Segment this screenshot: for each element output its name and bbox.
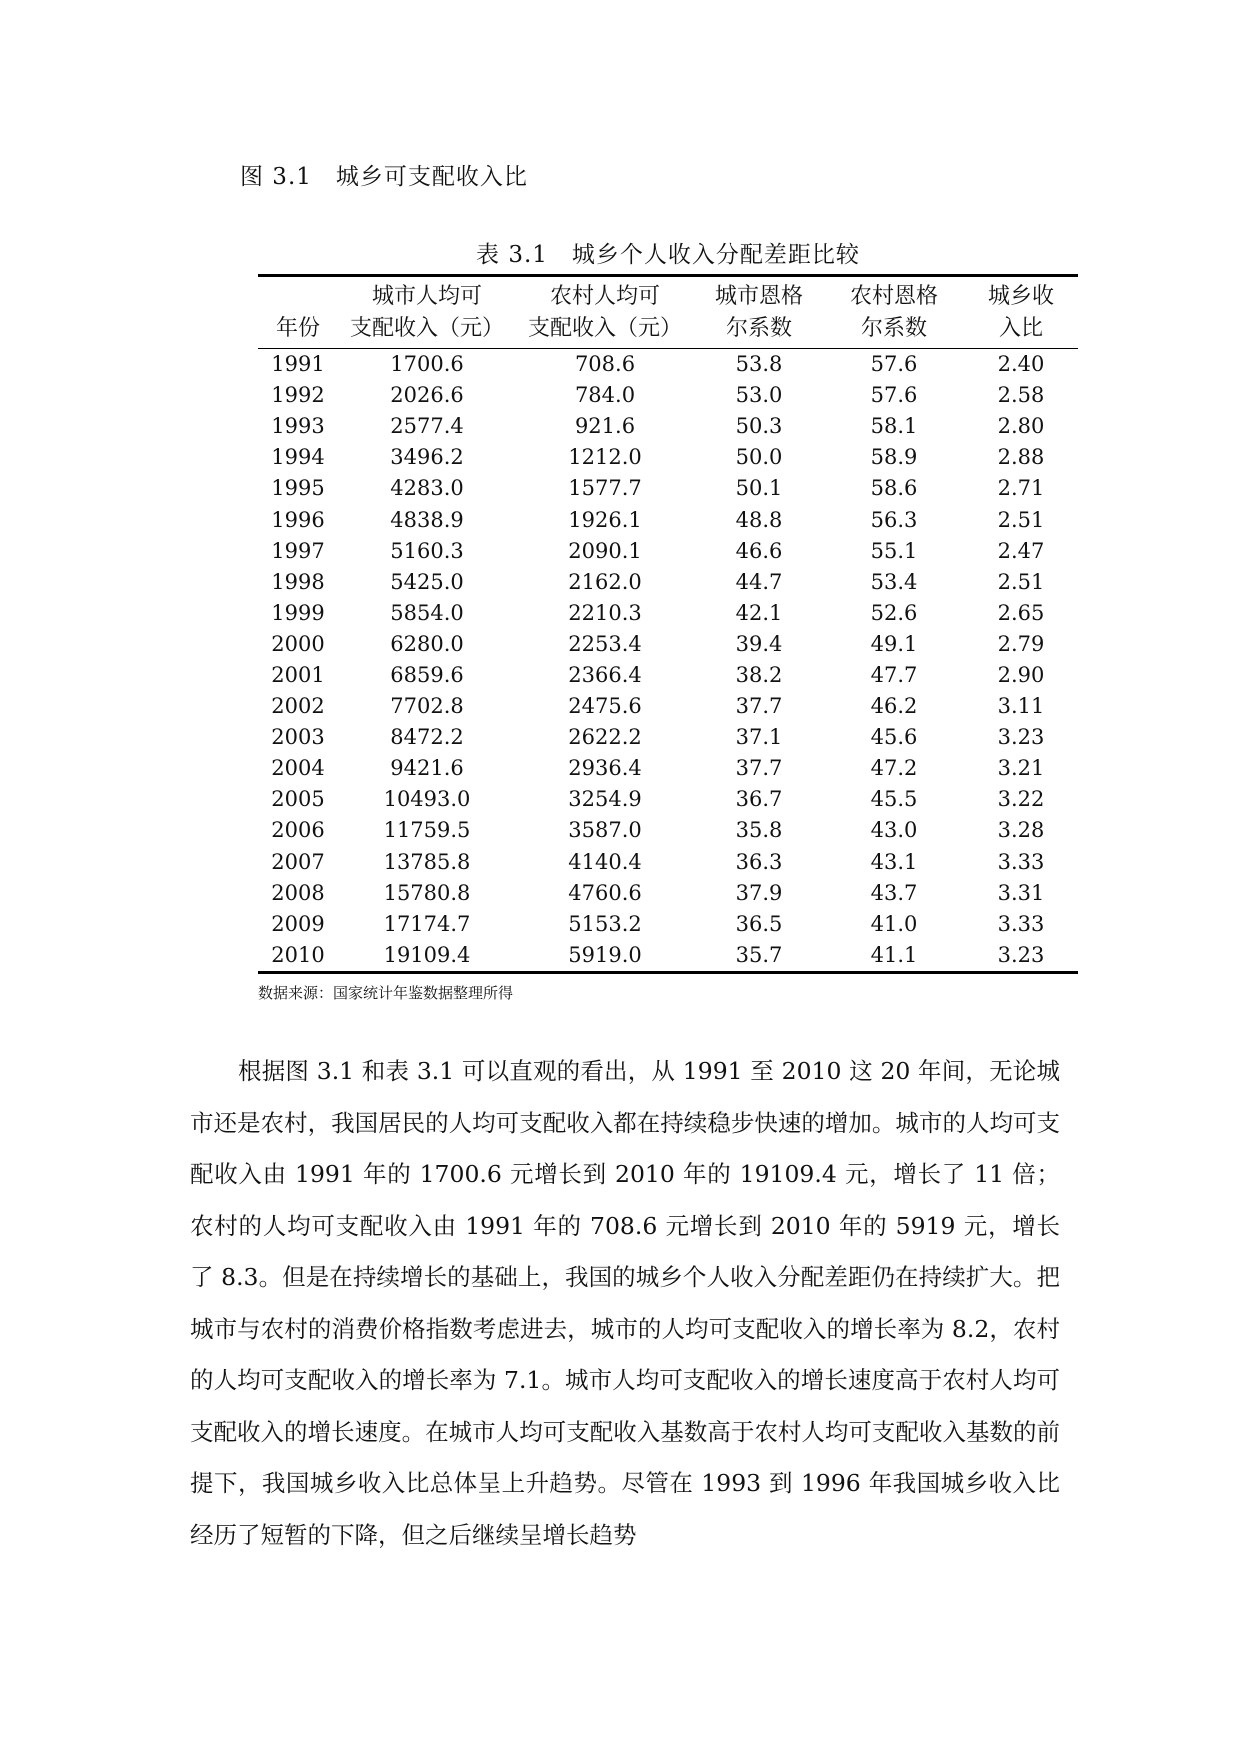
table-row [258,536,1078,567]
cell-year: 1992 [271,383,325,408]
cell-rural-income: 4140.4 [568,849,642,874]
cell-income-ratio: 3.28 [997,818,1045,843]
header-line-2: 尔系数 [725,316,792,341]
cell-urban-income: 5854.0 [390,600,464,625]
cell-urban-income: 15780.8 [383,880,471,905]
cell-income-ratio: 3.31 [997,880,1045,905]
cell-year: 2005 [271,787,325,812]
cell-urban-income: 19109.4 [383,942,471,967]
rural-engel-header [824,276,964,349]
cell-income-ratio: 2.51 [997,569,1045,594]
cell-rural-income: 1926.1 [568,507,642,532]
cell-income-ratio: 3.21 [997,756,1045,781]
table-row [258,784,1078,815]
cell-year: 1993 [271,414,325,439]
cell-rural-engel: 55.1 [870,538,918,563]
cell-income-ratio: 3.11 [997,694,1045,719]
cell-urban-income: 17174.7 [383,911,471,936]
cell-year: 2008 [271,880,325,905]
cell-income-ratio: 3.23 [997,942,1045,967]
cell-rural-income: 2090.1 [568,538,642,563]
cell-income-ratio: 2.47 [997,538,1045,563]
cell-urban-engel: 42.1 [735,600,783,625]
cell-urban-income: 11759.5 [383,818,471,843]
cell-urban-income: 2026.6 [390,383,464,408]
cell-urban-engel: 37.7 [735,694,783,719]
table-row [258,847,1078,878]
cell-income-ratio: 2.51 [997,507,1045,532]
cell-income-ratio: 3.33 [997,911,1045,936]
header-line-2: 支配收入（元） [527,316,682,341]
table-row [258,442,1078,473]
cell-urban-engel: 35.7 [735,942,783,967]
cell-rural-income: 2475.6 [568,694,642,719]
cell-urban-engel: 36.7 [735,787,783,812]
cell-rural-engel: 43.0 [870,818,918,843]
cell-rural-income: 4760.6 [568,880,642,905]
rural-income-header [516,276,694,349]
cell-urban-engel: 37.7 [735,756,783,781]
cell-urban-engel: 37.9 [735,880,783,905]
table-row [258,909,1078,940]
cell-urban-engel: 50.1 [735,476,783,501]
cell-rural-income: 1212.0 [568,445,642,470]
cell-urban-engel: 53.0 [735,383,783,408]
cell-year: 1995 [271,476,325,501]
year-header [258,276,338,349]
table-row [258,815,1078,846]
cell-urban-income: 8472.2 [390,725,464,750]
cell-year: 2007 [271,849,325,874]
table-row [258,722,1078,753]
cell-rural-engel: 58.1 [870,414,918,439]
table-body [258,349,1078,973]
table-row [258,691,1078,722]
cell-rural-engel: 52.6 [870,600,918,625]
body-paragraph: 根据图 3.1 和表 3.1 可以直观的看出，从 1991 至 2010 这 20 年间，无论城市还是农村，我国居民的人均可支配收入都在持续稳步快速的增加。城市的人均可支配收入由 1991 年的 1700.6 元增长到 2010 年的 19109.4 元，增长了 11 倍；农村的人均可支配收入由 1991 年的 708.6 元增长到 2010 年的 5919 元，增长了 8.3。但是在持续增长的基础上，我国的城乡个人收入分配差距仍在持续扩大。把城市与农村的消费价格指数考虑进去，城市的人均可支配收入的增长率为 8.2，农村的人均可支配收入的增长率为 7.1。城市人均可支配收入的增长速度高于农村人均可支配收入的增长速度。在城市人均可支配收入基数高于农村人均可支配收入基数的前提下，我国城乡收入比总体呈上升趋势。尽管在 1993 到 1996 年我国城乡收入比经历了短暂的下降，但之后继续呈增长趋势 [190,1057,1060,1549]
table-row [258,878,1078,909]
cell-urban-income: 6280.0 [390,631,464,656]
income-ratio-header [964,276,1078,349]
cell-urban-income: 4283.0 [390,476,464,501]
cell-income-ratio: 2.71 [997,476,1045,501]
table-row [258,629,1078,660]
table-header-row [258,276,1078,349]
cell-urban-engel: 36.5 [735,911,783,936]
cell-urban-engel: 44.7 [735,569,783,594]
cell-rural-engel: 43.1 [870,849,918,874]
cell-income-ratio: 3.33 [997,849,1045,874]
cell-rural-income: 708.6 [574,352,636,377]
cell-rural-income: 2366.4 [568,662,642,687]
header-line-1: 农村恩格 [849,284,938,309]
table-row [258,411,1078,442]
cell-income-ratio: 2.88 [997,445,1045,470]
cell-urban-engel: 37.1 [735,725,783,750]
cell-urban-engel: 39.4 [735,631,783,656]
cell-urban-engel: 48.8 [735,507,783,532]
cell-rural-engel: 57.6 [870,352,918,377]
cell-urban-engel: 46.6 [735,538,783,563]
cell-urban-income: 13785.8 [383,849,471,874]
cell-year: 2010 [271,942,325,967]
cell-rural-income: 3254.9 [568,787,642,812]
cell-rural-income: 5153.2 [568,911,642,936]
cell-urban-income: 5425.0 [390,569,464,594]
table-row [258,753,1078,784]
header-line-2: 支配收入（元） [349,316,504,341]
cell-year: 2000 [271,631,325,656]
cell-year: 2004 [271,756,325,781]
header-line-1: 农村人均可 [549,284,660,309]
cell-urban-engel: 38.2 [735,662,783,687]
header-line-2: 年份 [275,316,320,341]
cell-rural-income: 2253.4 [568,631,642,656]
cell-rural-income: 2162.0 [568,569,642,594]
cell-rural-engel: 58.6 [870,476,918,501]
cell-year: 2006 [271,818,325,843]
cell-income-ratio: 2.40 [997,352,1045,377]
cell-rural-engel: 41.0 [870,911,918,936]
cell-year: 1998 [271,569,325,594]
cell-year: 2001 [271,662,325,687]
cell-rural-engel: 43.7 [870,880,918,905]
cell-income-ratio: 2.79 [997,631,1045,656]
urban-engel-header [694,276,824,349]
cell-rural-income: 3587.0 [568,818,642,843]
cell-year: 1996 [271,507,325,532]
table-row [258,940,1078,973]
cell-income-ratio: 3.22 [997,787,1045,812]
cell-rural-engel: 46.2 [870,694,918,719]
table-row [258,504,1078,535]
cell-rural-income: 2210.3 [568,600,642,625]
cell-rural-engel: 56.3 [870,507,918,532]
cell-year: 2009 [271,911,325,936]
cell-rural-engel: 45.6 [870,725,918,750]
figure-caption: 图 3.1 城乡可支配收入比 [240,164,528,190]
cell-rural-engel: 58.9 [870,445,918,470]
cell-rural-income: 784.0 [574,383,636,408]
table-row [258,349,1078,381]
cell-year: 2002 [271,694,325,719]
cell-urban-engel: 50.3 [735,414,783,439]
cell-year: 1991 [271,352,325,377]
table-row [258,473,1078,504]
header-line-2: 尔系数 [860,316,927,341]
cell-urban-income: 6859.6 [390,662,464,687]
cell-rural-income: 5919.0 [568,942,642,967]
cell-rural-income: 1577.7 [568,476,642,501]
cell-income-ratio: 2.90 [997,662,1045,687]
cell-year: 2003 [271,725,325,750]
table-row [258,380,1078,411]
cell-urban-income: 10493.0 [383,787,471,812]
header-line-1: 城市人均可 [371,284,482,309]
cell-year: 1997 [271,538,325,563]
cell-rural-income: 2936.4 [568,756,642,781]
cell-urban-income: 4838.9 [390,507,464,532]
header-line-1: 城市恩格 [714,284,803,309]
cell-income-ratio: 3.23 [997,725,1045,750]
cell-urban-income: 5160.3 [390,538,464,563]
table-row [258,598,1078,629]
cell-urban-income: 3496.2 [390,445,464,470]
cell-rural-engel: 41.1 [870,942,918,967]
cell-income-ratio: 2.65 [997,600,1045,625]
cell-rural-income: 2622.2 [568,725,642,750]
cell-urban-engel: 50.0 [735,445,783,470]
urban-income-header [338,276,516,349]
income-gap-table [258,274,1078,974]
source-note: 数据来源：国家统计年鉴数据整理所得 [258,984,514,1002]
cell-rural-income: 921.6 [574,414,636,439]
cell-rural-engel: 53.4 [870,569,918,594]
header-line-1: 城乡收 [987,284,1054,309]
header-line-1 [258,281,338,313]
header-line-2: 入比 [998,316,1043,341]
table-caption: 表 3.1 城乡个人收入分配差距比较 [476,242,860,268]
cell-urban-income: 9421.6 [390,756,464,781]
cell-urban-income: 1700.6 [390,352,464,377]
cell-urban-income: 2577.4 [390,414,464,439]
cell-rural-engel: 47.2 [870,756,918,781]
cell-urban-income: 7702.8 [390,694,464,719]
cell-income-ratio: 2.58 [997,383,1045,408]
table-row [258,567,1078,598]
cell-urban-engel: 35.8 [735,818,783,843]
cell-income-ratio: 2.80 [997,414,1045,439]
cell-rural-engel: 45.5 [870,787,918,812]
table-row [258,660,1078,691]
cell-year: 1999 [271,600,325,625]
cell-rural-engel: 57.6 [870,383,918,408]
cell-rural-engel: 47.7 [870,662,918,687]
cell-rural-engel: 49.1 [870,631,918,656]
cell-urban-engel: 53.8 [735,352,783,377]
cell-year: 1994 [271,445,325,470]
cell-urban-engel: 36.3 [735,849,783,874]
